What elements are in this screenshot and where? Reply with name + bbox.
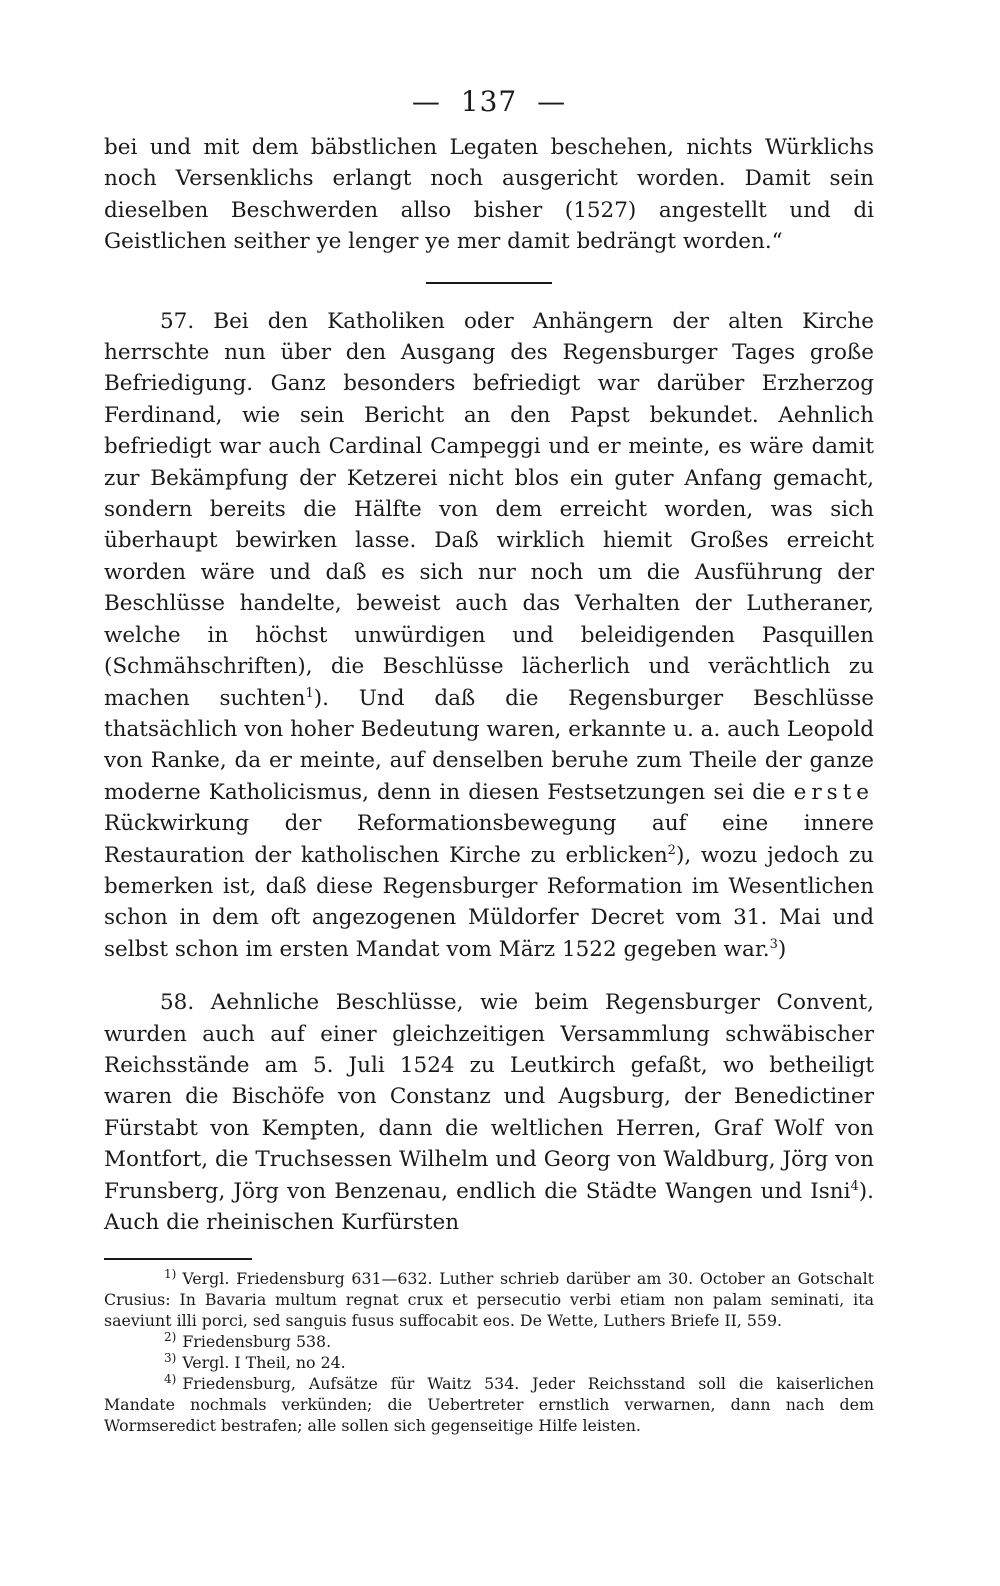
footnotes [104, 1268, 874, 1436]
footnote-ref-4: 4 [850, 1178, 859, 1194]
footnote-text: Vergl. I Theil, no 24. [182, 1353, 346, 1373]
book-page [104, 84, 874, 1436]
paragraph-57-text-a: 57. Bei den Katholiken oder Anhängern der alten Kirche herrschte nun über den Ausgang des Regensburger Tages große Befriedigung. Ganz besonders befriedigt war darüber Erzherzog Ferdinand, wie sein Bericht an den Papst bekundet. Aehnlich befriedigt war auch Cardinal Campeggi und er meinte, es wäre damit zur Bekämpfung der Ketzerei nicht blos ein guter Anfang gemacht, sondern bereits die Hälfte von dem erreicht worden, was sich überhaupt bewirken lasse. Daß wirklich hiemit Großes erreicht worden wäre und daß es sich nur noch um die Ausführung der Beschlüsse handelte, beweist auch das Verhalten der Lutheraner, welche in höchst unwürdigen und beleidigenden Pasquillen (Schmähschriften), die Beschlüsse lächerlich und verächtlich zu machen suchten [104, 308, 874, 711]
footnote-1: 1) Vergl. Friedensburg 631—632. Luther schrieb darüber am 30. October an Gotschalt Crusius: In Bavaria multum regnat crux et persecutio verbi etiam non palam seminati, ita saeviunt illi porci, sed sanguis fusus suffocabit eos. De Wette, Luthers Briefe II, 559. [104, 1267, 874, 1331]
paragraph-57 [104, 306, 874, 966]
footnote-4: 4) Friedensburg, Aufsätze für Waitz 534. Jeder Reichsstand soll die kaiserlichen Mandate nochmals verkünden; die Uebertreter ernstlich verwarnen, dann nach dem Wormseredict bestrafen; alle sollen sich gegenseitige Hilfe leisten. [104, 1372, 874, 1436]
footnote-rule [104, 1258, 252, 1260]
paragraph-57-text-d: ), wozu jedoch zu bemerken ist, daß diese Regensburger Reformation im Wesentlichen schon in dem oft angezogenen Müldorfer Decret vom 31. Mai und selbst schon im ersten Mandat vom März 1522 gegeben war. [104, 842, 874, 962]
footnote-ref-2: 2 [667, 842, 676, 858]
section-separator [426, 282, 552, 284]
header-dash-right: — [537, 85, 567, 118]
paragraph-58 [104, 987, 874, 1238]
footnote-text: Friedensburg 538. [182, 1332, 332, 1352]
paragraph-57-text-c: Rückwirkung der Reformationsbewegung auf eine innere Restauration der katholischen Kirche zu erblicken [104, 811, 874, 868]
footnote-ref-1: 1 [305, 685, 314, 701]
paragraph-57-text-b: ). Und daß die Regensburger Beschlüsse thatsächlich von hoher Bedeutung waren, erkannte u. a. auch Leopold von Ranke, da er meinte, auf denselben beruhe zum Theile der ganze moderne Katholicismus, denn in diesen Festsetzungen sei die [104, 685, 874, 805]
paragraph-57-spaced-word: erste [793, 779, 874, 805]
footnote-text: Friedensburg, Aufsätze für Waitz 534. Jeder Reichsstand soll die kaiserlichen Mandate nochmals verkünden; die Uebertreter ernstlich verwarnen, dann nach dem Wormseredict bestrafen; alle sollen sich gegenseitige Hilfe leisten. [104, 1374, 874, 1436]
paragraph-58-text-b: ). Auch die rheinischen Kurfürsten [104, 1178, 874, 1235]
page-header [104, 84, 874, 124]
footnote-2: 2) Friedensburg 538. [164, 1330, 332, 1352]
paragraph-continued [104, 132, 874, 258]
paragraph-58-text-a: 58. Aehnliche Beschlüsse, wie beim Regensburger Convent, wurden auch auf einer gleichzeitigen Versammlung schwäbischer Reichsstände am 5. Juli 1524 zu Leutkirch gefaßt, wo betheiligt waren die Bischöfe von Constanz und Augsburg, der Benedictiner Fürstabt von Kempten, dann die weltlichen Herren, Graf Wolf von Montfort, die Truchsessen Wilhelm und Georg von Waldburg, Jörg von Frunsberg, Jörg von Benzenau, endlich die Städte Wangen und Isni [104, 990, 874, 1204]
footnote-3: 3) Vergl. I Theil, no 24. [164, 1351, 346, 1373]
page-number: 137 [460, 85, 518, 118]
header-dash-left: — [411, 85, 441, 118]
paragraph-continued-text: bei und mit dem bäbstlichen Legaten beschehen, nichts Würklichs noch Versenklichs erlangt noch ausgericht worden. Damit sein dieselben Beschwerden allso bisher (1527) angestellt und di Geistlichen seither ye lenger ye mer damit bedrängt worden.“ [104, 135, 874, 255]
paragraph-57-text-e: ) [777, 936, 787, 962]
footnote-text: Vergl. Friedensburg 631—632. Luther schrieb darüber am 30. October an Gotschalt Crusius: In Bavaria multum regnat crux et persecutio verbi etiam non palam seminati, ita saeviunt illi porci, sed sanguis fusus suffocabit eos. De Wette, Luthers Briefe II, 559. [104, 1269, 874, 1331]
footnote-ref-3: 3 [769, 936, 778, 952]
